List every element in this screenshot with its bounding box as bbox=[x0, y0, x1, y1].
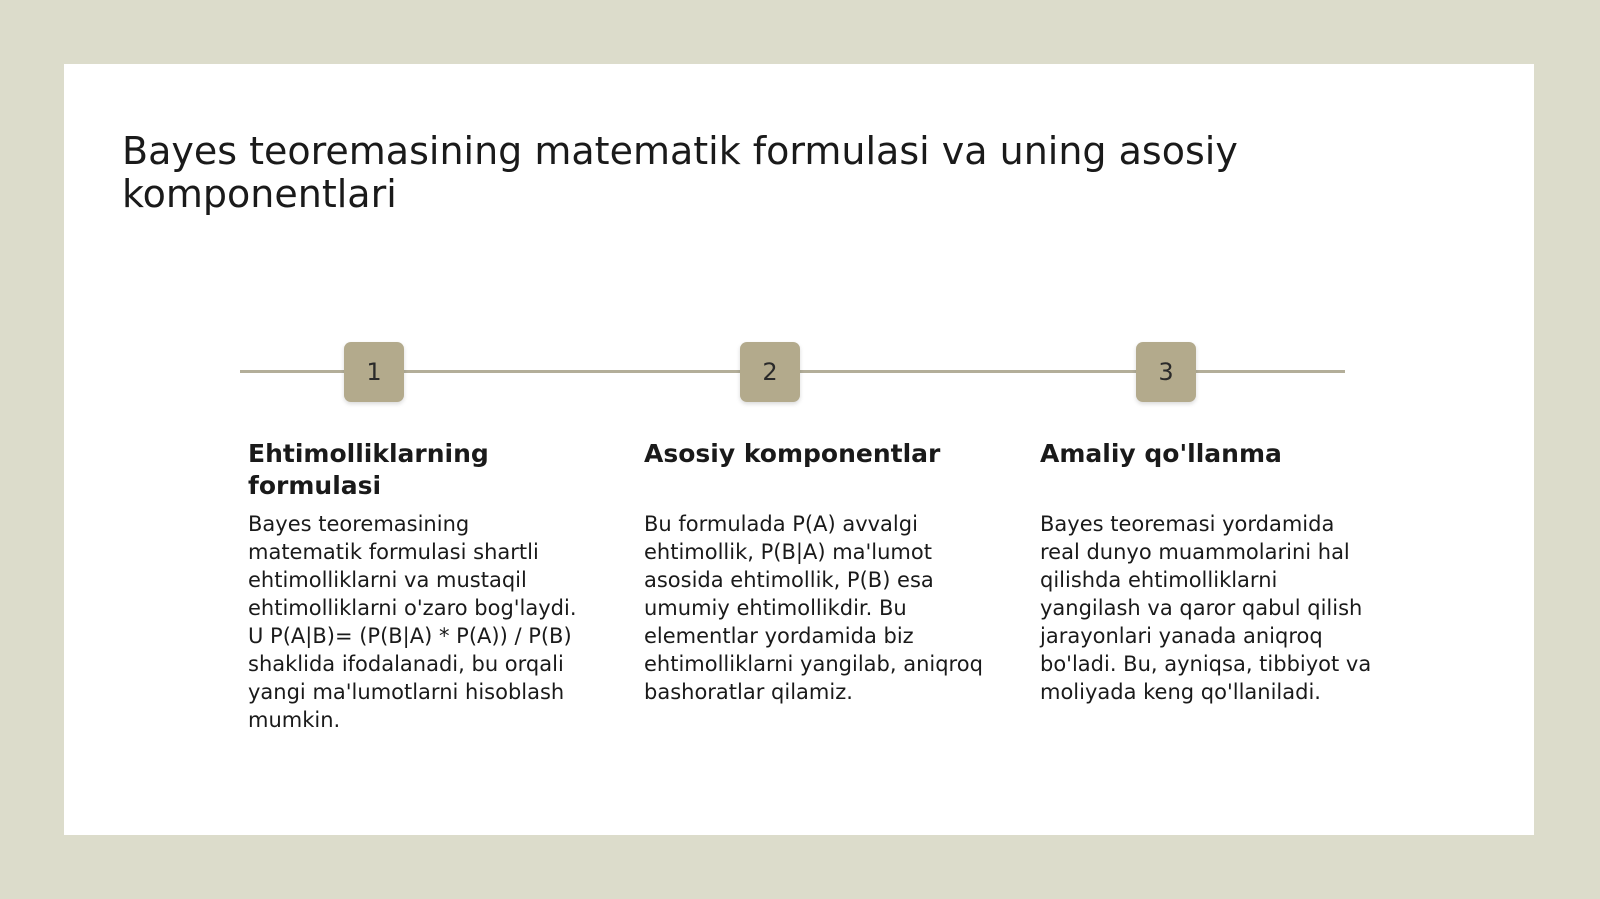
slide-card bbox=[64, 64, 1534, 835]
step-2 bbox=[644, 438, 984, 706]
step-3-heading: Amaliy qo'llanma bbox=[1040, 439, 1282, 468]
slide-title: Bayes teoremasining matematik formulasi va uning asosiy komponentlari bbox=[122, 129, 1238, 216]
step-2-body: Bu formulada P(A) avvalgi ehtimollik, P(B|A) ma'lumot asosida ehtimollik, P(B) esa umumiy ehtimollikdir. Bu elementlar yordamida biz ehtimolliklarni yangilab, aniqroq bashoratlar qilamiz. bbox=[644, 512, 983, 704]
step-3 bbox=[1040, 438, 1380, 706]
step-2-heading: Asosiy komponentlar bbox=[644, 439, 941, 468]
step-1-body: Bayes teoremasining matematik formulasi shartli ehtimolliklarni va mustaqil ehtimolliklarni o'zaro bog'laydi. U P(A|B)= (P(B|A) * P(A)) / P(B) shaklida ifodalanadi, bu orqali yangi ma'lumotlarni hisoblash mumkin. bbox=[248, 512, 577, 732]
step-1-heading: Ehtimolliklarning formulasi bbox=[248, 439, 489, 500]
step-2-badge: 2 bbox=[740, 342, 800, 402]
step-1-badge: 1 bbox=[344, 342, 404, 402]
step-3-badge: 3 bbox=[1136, 342, 1196, 402]
step-3-body: Bayes teoremasi yordamida real dunyo muammolarini hal qilishda ehtimolliklarni yangilash va qaror qabul qilish jarayonlari yanada aniqroq bo'ladi. Bu, ayniqsa, tibbiyot va moliyada keng qo'llaniladi. bbox=[1040, 512, 1372, 704]
step-1 bbox=[248, 438, 588, 734]
